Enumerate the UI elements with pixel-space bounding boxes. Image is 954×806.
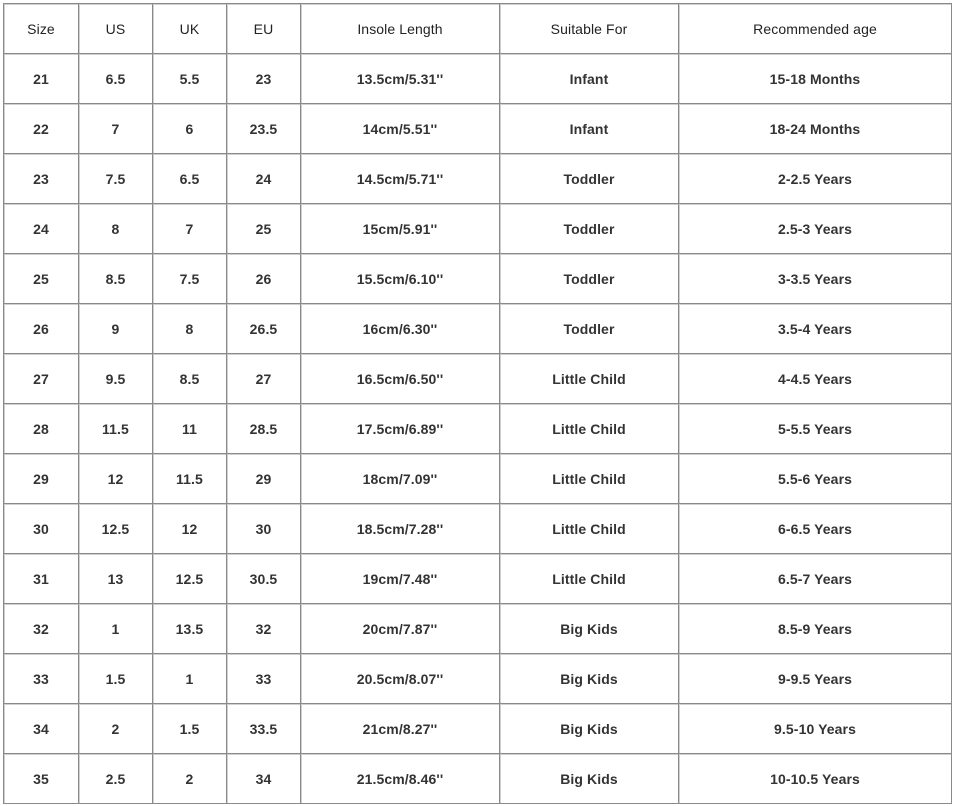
cell-us: 7 [79,104,153,154]
cell-eu: 25 [227,204,301,254]
cell-size: 27 [4,354,79,404]
cell-uk: 1 [153,654,227,704]
table-row [4,304,952,354]
cell-suitable-for: Toddler [500,304,679,354]
cell-uk: 11 [153,404,227,454]
cell-us: 2 [79,704,153,754]
cell-suitable-for: Big Kids [500,704,679,754]
cell-suitable-for: Big Kids [500,654,679,704]
cell-suitable-for: Toddler [500,204,679,254]
cell-recommended-age: 2-2.5 Years [679,154,952,204]
cell-recommended-age: 2.5-3 Years [679,204,952,254]
cell-us: 12 [79,454,153,504]
cell-uk: 12.5 [153,554,227,604]
cell-size: 33 [4,654,79,704]
table-row [4,254,952,304]
cell-uk: 5.5 [153,54,227,104]
cell-suitable-for: Little Child [500,404,679,454]
table-row [4,554,952,604]
cell-us: 11.5 [79,404,153,454]
cell-insole-length: 21.5cm/8.46'' [301,754,500,804]
cell-insole-length: 20cm/7.87'' [301,604,500,654]
cell-insole-length: 20.5cm/8.07'' [301,654,500,704]
cell-eu: 23.5 [227,104,301,154]
cell-size: 35 [4,754,79,804]
cell-uk: 8.5 [153,354,227,404]
table-row [4,404,952,454]
cell-size: 28 [4,404,79,454]
cell-size: 29 [4,454,79,504]
table-row [4,204,952,254]
cell-us: 7.5 [79,154,153,204]
cell-recommended-age: 5-5.5 Years [679,404,952,454]
cell-suitable-for: Big Kids [500,604,679,654]
cell-us: 13 [79,554,153,604]
cell-eu: 29 [227,454,301,504]
cell-us: 9 [79,304,153,354]
cell-insole-length: 14.5cm/5.71'' [301,154,500,204]
cell-uk: 2 [153,754,227,804]
cell-insole-length: 17.5cm/6.89'' [301,404,500,454]
cell-size: 31 [4,554,79,604]
cell-eu: 34 [227,754,301,804]
cell-insole-length: 18.5cm/7.28'' [301,504,500,554]
cell-uk: 7 [153,204,227,254]
cell-uk: 8 [153,304,227,354]
header-uk: UK [153,4,227,54]
cell-recommended-age: 4-4.5 Years [679,354,952,404]
table-row [4,104,952,154]
cell-size: 23 [4,154,79,204]
cell-uk: 11.5 [153,454,227,504]
cell-suitable-for: Little Child [500,554,679,604]
table-row [4,504,952,554]
cell-suitable-for: Little Child [500,454,679,504]
cell-size: 30 [4,504,79,554]
cell-eu: 33.5 [227,704,301,754]
cell-eu: 23 [227,54,301,104]
cell-recommended-age: 9.5-10 Years [679,704,952,754]
cell-uk: 6 [153,104,227,154]
table-row [4,604,952,654]
size-chart-table [3,3,952,804]
cell-uk: 1.5 [153,704,227,754]
table-row [4,54,952,104]
cell-uk: 7.5 [153,254,227,304]
cell-size: 24 [4,204,79,254]
cell-eu: 30.5 [227,554,301,604]
cell-size: 25 [4,254,79,304]
cell-recommended-age: 6.5-7 Years [679,554,952,604]
cell-us: 2.5 [79,754,153,804]
cell-recommended-age: 15-18 Months [679,54,952,104]
cell-suitable-for: Little Child [500,354,679,404]
header-size: Size [4,4,79,54]
cell-insole-length: 16.5cm/6.50'' [301,354,500,404]
cell-eu: 26.5 [227,304,301,354]
cell-eu: 27 [227,354,301,404]
cell-size: 32 [4,604,79,654]
cell-suitable-for: Infant [500,54,679,104]
cell-insole-length: 14cm/5.51'' [301,104,500,154]
cell-suitable-for: Infant [500,104,679,154]
cell-us: 8 [79,204,153,254]
cell-eu: 33 [227,654,301,704]
cell-us: 9.5 [79,354,153,404]
cell-us: 12.5 [79,504,153,554]
cell-recommended-age: 6-6.5 Years [679,504,952,554]
cell-size: 22 [4,104,79,154]
cell-uk: 13.5 [153,604,227,654]
header-row [4,4,952,54]
cell-size: 34 [4,704,79,754]
cell-recommended-age: 8.5-9 Years [679,604,952,654]
cell-us: 1 [79,604,153,654]
cell-eu: 30 [227,504,301,554]
cell-eu: 28.5 [227,404,301,454]
cell-insole-length: 15cm/5.91'' [301,204,500,254]
header-insole-length: Insole Length [301,4,500,54]
cell-insole-length: 21cm/8.27'' [301,704,500,754]
cell-suitable-for: Toddler [500,254,679,304]
cell-suitable-for: Big Kids [500,754,679,804]
header-us: US [79,4,153,54]
cell-suitable-for: Little Child [500,504,679,554]
table-row [4,454,952,504]
table-row [4,704,952,754]
cell-recommended-age: 18-24 Months [679,104,952,154]
header-eu: EU [227,4,301,54]
cell-insole-length: 16cm/6.30'' [301,304,500,354]
cell-us: 1.5 [79,654,153,704]
cell-recommended-age: 5.5-6 Years [679,454,952,504]
cell-recommended-age: 9-9.5 Years [679,654,952,704]
table-row [4,154,952,204]
cell-suitable-for: Toddler [500,154,679,204]
cell-recommended-age: 3-3.5 Years [679,254,952,304]
cell-insole-length: 15.5cm/6.10'' [301,254,500,304]
header-recommended-age: Recommended age [679,4,952,54]
cell-uk: 6.5 [153,154,227,204]
cell-size: 26 [4,304,79,354]
header-suitable-for: Suitable For [500,4,679,54]
table-row [4,754,952,804]
cell-insole-length: 13.5cm/5.31'' [301,54,500,104]
cell-size: 21 [4,54,79,104]
cell-uk: 12 [153,504,227,554]
cell-recommended-age: 3.5-4 Years [679,304,952,354]
cell-insole-length: 18cm/7.09'' [301,454,500,504]
cell-insole-length: 19cm/7.48'' [301,554,500,604]
cell-recommended-age: 10-10.5 Years [679,754,952,804]
cell-eu: 26 [227,254,301,304]
cell-eu: 32 [227,604,301,654]
table-row [4,354,952,404]
cell-us: 8.5 [79,254,153,304]
cell-eu: 24 [227,154,301,204]
cell-us: 6.5 [79,54,153,104]
table-row [4,654,952,704]
